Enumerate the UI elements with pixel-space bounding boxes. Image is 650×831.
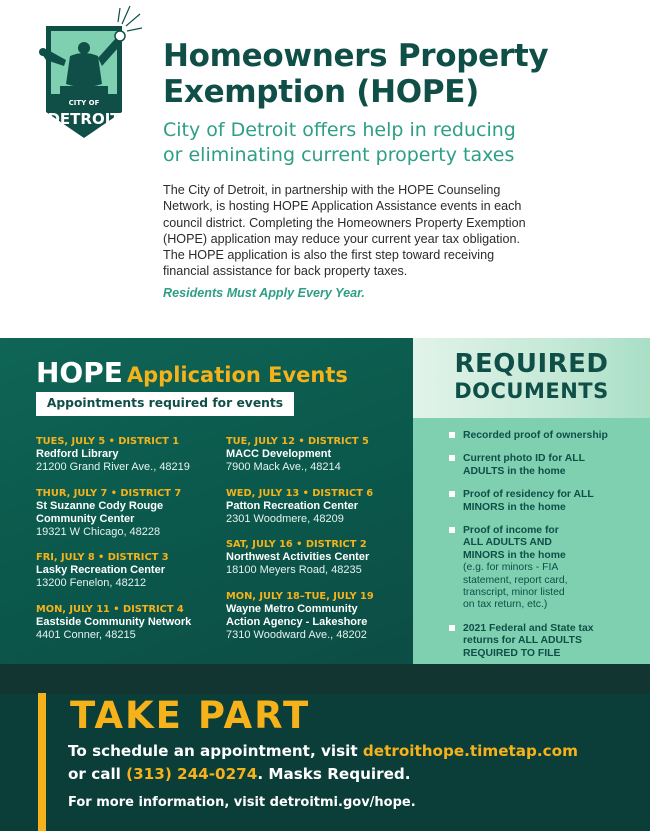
page-subtitle	[163, 118, 633, 168]
event-date: TUE, JULY 12 • DISTRICT 5	[226, 436, 369, 447]
square-bullet-icon	[449, 491, 455, 497]
event-item	[36, 603, 226, 642]
event-venue: Patton Recreation Center	[226, 500, 359, 512]
city-of-detroit-logo	[30, 4, 142, 146]
intro-line: The City of Detroit, in partnership with the HOPE Counseling	[163, 183, 501, 197]
docs-heading-line1: REQUIRED	[454, 349, 609, 379]
event-item	[226, 538, 416, 577]
doc-line: returns for ALL ADULTS	[463, 635, 582, 647]
doc-line: REQUIRED TO FILE	[463, 647, 561, 659]
appointments-required-box	[36, 392, 294, 416]
event-item	[226, 487, 416, 526]
event-venue: Northwest Activities Center	[226, 551, 370, 563]
event-date: MON, JULY 11 • DISTRICT 4	[36, 604, 184, 615]
event-date: SAT, JULY 16 • DISTRICT 2	[226, 539, 367, 550]
docs-heading-line2: DOCUMENTS	[454, 379, 609, 403]
event-address: 19321 W Chicago, 48228	[36, 526, 161, 538]
square-bullet-icon	[449, 432, 455, 438]
gold-accent-bar	[38, 693, 46, 831]
doc-note: (e.g. for minors - FIA	[463, 562, 559, 574]
events-heading	[36, 356, 348, 389]
event-address: 7900 Mack Ave., 48214	[226, 461, 341, 473]
event-venue: Redford Library	[36, 448, 119, 460]
doc-line: Recorded proof of ownership	[463, 430, 608, 441]
list-item	[449, 623, 644, 660]
appointments-required-label: Appointments required for events	[46, 396, 284, 410]
event-date: WED, JULY 13 • DISTRICT 6	[226, 488, 374, 499]
event-date: FRI, JULY 8 • DISTRICT 3	[36, 552, 169, 563]
event-item	[226, 590, 416, 642]
doc-line: ALL ADULTS AND	[463, 537, 552, 549]
more-info-text: For more information, visit detroitmi.gov/hope.	[68, 795, 416, 810]
event-date: THUR, JULY 7 • DISTRICT 7	[36, 488, 182, 499]
event-venue: MACC Development	[226, 448, 332, 460]
schedule-prefix: To schedule an appointment, visit	[68, 742, 363, 760]
page-title	[163, 38, 633, 110]
event-venue: Eastside Community Network	[36, 616, 192, 628]
list-item	[449, 525, 644, 612]
call-line	[68, 763, 638, 786]
doc-note: statement, report card,	[463, 574, 568, 586]
intro-paragraph	[163, 182, 625, 280]
square-bullet-icon	[449, 625, 455, 631]
event-venue: St Suzanne Cody Rouge	[36, 500, 164, 512]
event-venue: Lasky Recreation Center	[36, 564, 165, 576]
doc-line: 2021 Federal and State tax	[463, 622, 594, 634]
doc-line: MINORS in the home	[463, 549, 566, 561]
schedule-line	[68, 740, 638, 763]
subtitle-line: or eliminating current property taxes	[163, 144, 515, 166]
logo-line1: CITY OF	[68, 99, 100, 107]
call-prefix: or call	[68, 765, 127, 783]
event-address: 7310 Woodward Ave., 48202	[226, 629, 367, 641]
event-address: 4401 Conner, 48215	[36, 629, 136, 641]
doc-note: transcript, minor listed	[463, 587, 565, 599]
phone-number[interactable]: (313) 244-0274	[126, 765, 258, 783]
event-address: 21200 Grand River Ave., 48219	[36, 461, 190, 473]
doc-line: Proof of income for	[463, 525, 559, 537]
schedule-link[interactable]: detroithope.timetap.com	[362, 742, 578, 760]
doc-line: Proof of residency for ALL	[463, 489, 594, 501]
events-heading-hope: HOPE	[36, 356, 123, 389]
event-item	[226, 435, 416, 474]
intro-line: council district. Completing the Homeowners Property Exemption	[163, 215, 526, 230]
square-bullet-icon	[449, 455, 455, 461]
required-documents-heading	[413, 350, 650, 404]
list-item	[449, 430, 644, 442]
take-part-heading: TAKE PART	[70, 694, 311, 737]
logo-line2: DETROIT	[47, 110, 121, 128]
doc-line: MINORS in the home	[463, 501, 566, 513]
doc-note: on tax return, etc.)	[463, 599, 548, 611]
events-heading-rest: Application Events	[126, 363, 348, 387]
schedule-info	[68, 740, 638, 786]
event-item	[36, 435, 226, 474]
event-address: 13200 Fenelon, 48212	[36, 577, 147, 589]
list-item	[449, 453, 644, 478]
event-item	[36, 551, 226, 590]
section-stripe	[0, 664, 650, 694]
intro-line: Network, is hosting HOPE Application Assistance events in each	[163, 199, 522, 214]
event-item	[36, 487, 226, 539]
required-documents-list	[449, 430, 644, 671]
apply-every-year-note: Residents Must Apply Every Year.	[163, 286, 365, 300]
event-venue: Action Agency - Lakeshore	[226, 616, 368, 628]
event-venue: Wayne Metro Community	[226, 603, 358, 615]
doc-line: ADULTS in the home	[463, 465, 566, 477]
event-date: TUES, JULY 5 • DISTRICT 1	[36, 436, 180, 447]
title-line: Exemption (HOPE)	[163, 74, 480, 110]
event-date: MON, JULY 18–TUE, JULY 19	[226, 591, 374, 602]
list-item	[449, 489, 644, 514]
doc-line: Current photo ID for ALL	[463, 453, 585, 465]
event-address: 18100 Meyers Road, 48235	[226, 564, 362, 576]
intro-line: financial assistance for back property taxes.	[163, 264, 408, 279]
intro-line: (HOPE) application may reduce your current year tax obligation.	[163, 231, 520, 246]
event-venue: Community Center	[36, 513, 135, 525]
call-suffix: . Masks Required.	[257, 765, 411, 783]
intro-line: The HOPE application is also the first step toward receiving	[163, 248, 495, 263]
subtitle-line: City of Detroit offers help in reducing	[163, 119, 516, 141]
square-bullet-icon	[449, 527, 455, 533]
event-address: 2301 Woodmere, 48209	[226, 513, 344, 525]
title-line: Homeowners Property	[163, 38, 549, 74]
